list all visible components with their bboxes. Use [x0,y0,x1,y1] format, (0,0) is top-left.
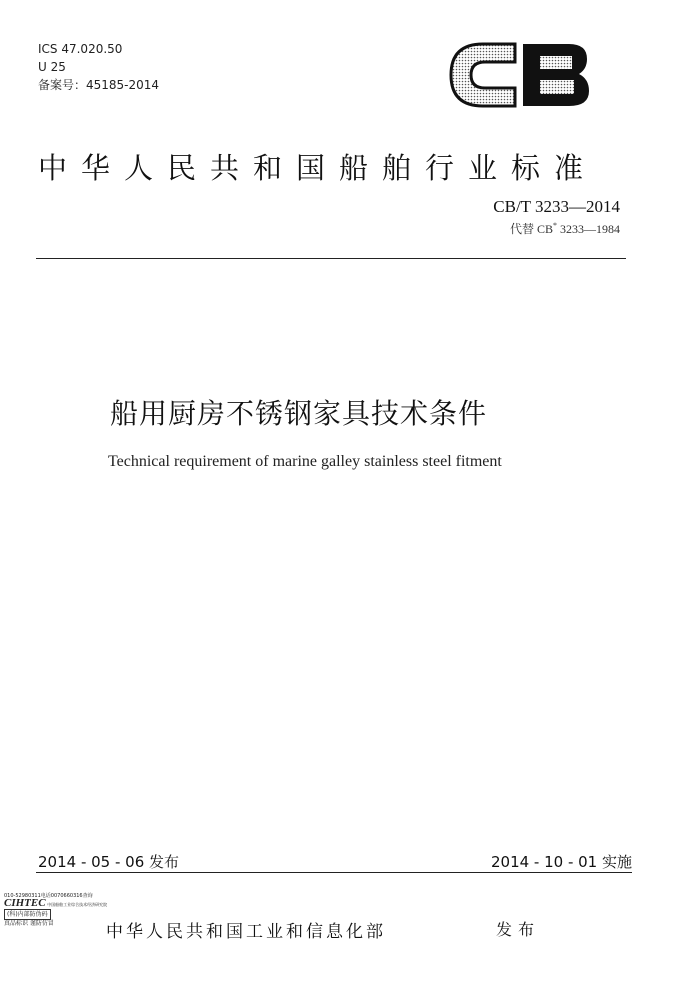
replaces-prefix: 代替 CB [509,222,553,236]
filing-number: 备案号：45185-2014 [38,78,160,92]
organization-title: 中华人民共和国船舶行业标准 [38,151,598,185]
replaces-mark: * [553,221,557,230]
standard-number: CB/T 3233—2014 [493,197,620,216]
anti-counterfeit-stamp [4,893,108,951]
replaces-suffix: 3233—1984 [557,222,620,236]
cb-logo [443,38,593,112]
header-divider [36,258,626,259]
footer-divider [36,872,632,873]
stamp-brand: CIHTEC [4,897,46,909]
implementation-date: 2014 - 10 - 01 实施 [490,853,632,871]
stamp-line-1: 010-52980311电话0070660316查询 [4,893,93,899]
document-title-english: Technical requirement of marine galley stainless steel fitment [108,453,502,470]
stamp-line-3: (科)内部防伪码 [4,909,51,920]
metadata-block [38,40,159,94]
issue-date: 2014 - 05 - 06 发布 [38,853,180,871]
stamp-line-4: 真品标识 谨防仿冒 [4,920,54,927]
stamp-line-2: 中国船舶工业综合技术经济研究院 [47,902,108,907]
publisher: 中华人民共和国工业和信息化部 [106,922,386,942]
replaces-standard [510,220,620,237]
u-code: U 25 [38,60,66,74]
release-label: 发布 [496,920,541,939]
ics-code: ICS 47.020.50 [38,42,123,56]
document-title-chinese: 船用厨房不锈钢家具技术条件 [110,397,488,430]
